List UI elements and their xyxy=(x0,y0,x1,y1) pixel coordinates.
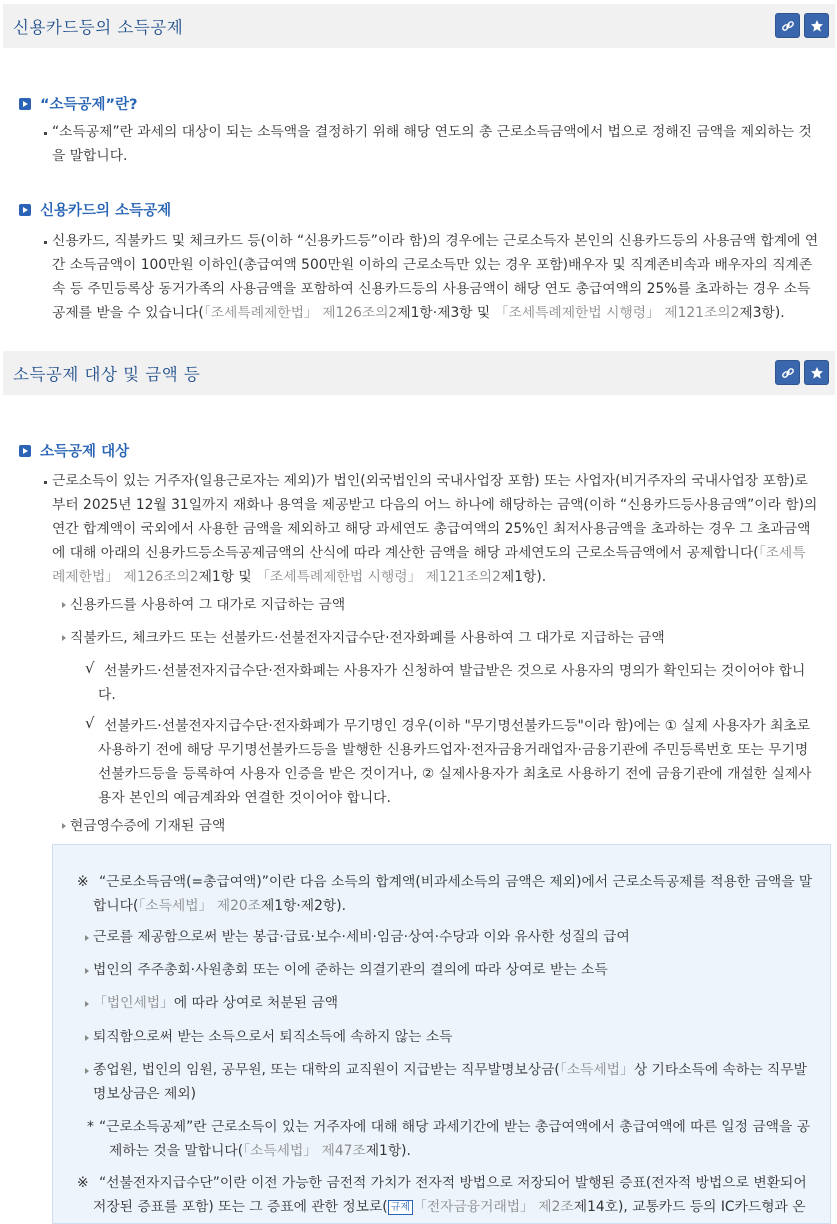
paragraph-deduction-definition xyxy=(52,120,812,168)
list-item: 퇴직함으로써 받는 소득으로서 퇴직소득에 속하지 않는 소득 xyxy=(93,1029,453,1045)
text-line: 속 등 주민등록상 동거가족의 사용금액을 포함하여 신용카드등의 사용금액이 해당 연도 총급여액의 25%를 초과하는 경우 소득 xyxy=(52,281,811,297)
text-line: 명보상금은 제외) xyxy=(93,1086,197,1102)
subheading-label: 신용카드의 소득공제 xyxy=(40,203,172,219)
reference-mark: ※ xyxy=(77,1175,89,1191)
triangle-bullet-icon xyxy=(62,823,66,829)
text-line xyxy=(52,301,818,325)
note-salary-deduction xyxy=(99,1115,810,1163)
text: 합니다( xyxy=(93,898,139,914)
triangle-bullet-icon xyxy=(85,935,89,941)
text-line: “근로소득금액(=총급여액)”이란 다음 소득의 합계액(비과세소득의 금액은 제외)에서 근로소득공제를 적용한 금액을 말 xyxy=(99,874,813,890)
text-line: 다. xyxy=(98,687,116,703)
text: 제1항). xyxy=(365,1143,411,1159)
law-link[interactable]: 「전자금융거래법」 제2조 xyxy=(413,1199,574,1215)
reference-mark: ※ xyxy=(77,874,89,890)
list-item xyxy=(93,1058,807,1106)
text: 에 따라 상여로 처분된 금액 xyxy=(173,995,339,1011)
triangle-bullet-icon xyxy=(62,602,66,608)
law-link[interactable]: 「법인세법」 xyxy=(93,995,174,1011)
check-mark-icon: √ xyxy=(85,714,95,732)
reference-mark: * xyxy=(87,1119,94,1135)
text-line: 용자 본인의 예금계좌와 연결한 것이어야 합니다. xyxy=(98,790,391,806)
bullet-dot-icon xyxy=(44,132,47,135)
text-line: “소득공제”란 과세의 대상이 되는 소득액을 결정하기 위해 해당 연도의 총 근로소득금액에서 법으로 정해진 금액을 제외하는 것 xyxy=(52,124,812,140)
bullet-dot-icon xyxy=(44,481,47,484)
bookmark-button[interactable] xyxy=(804,360,829,385)
star-icon xyxy=(810,366,824,380)
text-line xyxy=(109,1139,810,1163)
text: 공제를 받을 수 있습니다( xyxy=(52,305,204,321)
text-line: “선불전자지급수단”이란 이전 가능한 금전적 가치가 전자적 방법으로 저장되어 발행된 증표(전자적 방법으로 변환되어 xyxy=(99,1175,807,1191)
check-mark-icon: √ xyxy=(85,659,95,677)
text: 제14호), 교통카드 등의 IC카드형과 온 xyxy=(573,1199,806,1215)
text-line: 부터 2025년 12월 31일까지 재화나 용역을 제공받고 다음의 어느 하나에 해당하는 금액(이하 “신용카드등사용금액”이라 함)의 xyxy=(52,497,818,513)
text-line: 근로소득이 있는 거주자(일용근로자는 제외)가 법인(외국법인의 국내사업장 포함) 또는 사업자(비거주자의 국내사업장 포함)로 xyxy=(52,473,808,489)
text: 제3항). xyxy=(739,305,785,321)
text-line xyxy=(93,1058,807,1082)
link-button[interactable] xyxy=(775,13,800,38)
subheading-deduction-target xyxy=(19,440,129,461)
text-line: 을 말합니다. xyxy=(52,148,128,164)
triangle-bullet-icon xyxy=(85,1035,89,1041)
check-note xyxy=(98,714,812,810)
bullet-dot-icon xyxy=(44,241,47,244)
section-title: 신용카드등의 소득공제 xyxy=(13,18,184,37)
star-icon xyxy=(810,19,824,33)
play-bullet-icon xyxy=(19,98,31,110)
section-title: 소득공제 대상 및 금액 등 xyxy=(13,365,201,384)
text: 종업원, 법인의 임원, 공무원, 또는 대학의 교직원이 지급받는 직무발명보상금( xyxy=(93,1062,560,1078)
text-line xyxy=(93,894,812,918)
note-salary-income xyxy=(93,870,813,918)
text-line: 신용카드, 직불카드 및 체크카드 등(이하 “신용카드등”이라 함)의 경우에는 근로소득자 본인의 신용카드등의 사용금액 합계에 연 xyxy=(52,233,819,249)
text-line xyxy=(52,541,817,565)
link-icon xyxy=(781,366,795,380)
list-item: 법인의 주주총회·사원총회 또는 이에 준하는 의결기관의 결의에 따라 상여로 받는 소득 xyxy=(93,962,608,978)
text-line: 사용하기 전에 해당 무기명선불카드등을 발행한 신용카드업자·전자금융거래업자·금융기관에 주민등록번호 또는 무기명 xyxy=(98,742,809,758)
law-link[interactable]: 례제한법」 제126조의2 xyxy=(52,569,199,585)
list-item: 근로를 제공함으로써 받는 봉급·급료·보수·세비·임금·상여·수당과 이와 유사한 성질의 급여 xyxy=(93,929,630,945)
triangle-bullet-icon xyxy=(85,1068,89,1074)
text: 에 대해 아래의 신용카드등소득공제금액의 산식에 따라 계산한 금액을 해당 과세연도의 근로소득금액에서 공제합니다( xyxy=(52,545,759,561)
play-bullet-icon xyxy=(19,204,31,216)
text-line: 연간 합계액이 국외에서 사용한 금액을 제외하고 해당 과세연도 총급여액의 25%인 최저사용금액을 초과하는 경우 그 초과금액 xyxy=(52,521,811,537)
link-icon xyxy=(781,19,795,33)
text: 제1항·제3항 및 xyxy=(397,305,495,321)
text-line: 선불카드·선불전자지급수단·전자화폐가 무기명인 경우(이하 "무기명선불카드등"이라 함)에는 ① 실제 사용자가 최초로 xyxy=(104,718,811,734)
text-line: 선불카드등을 등록하여 사용자 인증을 받은 것이거나, ② 실제사용자가 최초로 사용하기 전에 금융기관에 개설한 실제사 xyxy=(98,766,812,782)
list-item xyxy=(93,991,338,1015)
subheading-credit-card-deduction xyxy=(19,199,171,220)
text-line: 간 소득금액이 100만원 이하인(총급여액 500만원 이하의 근로소득만 있는 경우 포함)배우자 및 직계존비속과 배우자의 직계존 xyxy=(52,257,813,273)
text-line: “근로소득공제”란 근로소득이 있는 거주자에 대해 해당 과세기간에 받는 총급여액에서 총급여액에 따른 일정 금액을 공 xyxy=(99,1119,811,1135)
law-link[interactable]: 「조세특례제한법」 제126조의2 xyxy=(203,305,398,321)
text-line: 선불카드·선불전자지급수단·전자화폐는 사용자가 신청하여 발급받은 것으로 사용자의 명의가 확인되는 것이어야 합니 xyxy=(104,663,806,679)
bookmark-button[interactable] xyxy=(804,13,829,38)
text: 제하는 것을 말합니다( xyxy=(109,1143,244,1159)
link-button[interactable] xyxy=(775,360,800,385)
list-item: 현금영수증에 기재된 금액 xyxy=(70,818,226,834)
list-item: 신용카드를 사용하여 그 대가로 지급하는 금액 xyxy=(70,597,346,613)
law-link[interactable]: 「조세특례제한법 시행령」 제121조의2 xyxy=(494,305,740,321)
play-bullet-icon xyxy=(19,445,31,457)
regulation-tag[interactable]: 규제 xyxy=(388,1200,413,1215)
list-item: 직불카드, 체크카드 또는 선불카드·선불전자지급수단·전자화폐를 사용하여 그 대가로 지급하는 금액 xyxy=(70,630,665,646)
law-link[interactable]: 「소득세법」 제20조 xyxy=(138,898,261,914)
paragraph-credit-card-deduction xyxy=(52,229,818,325)
check-note xyxy=(98,659,806,707)
law-link[interactable]: 「조세특례제한법 시행령」 제121조의2 xyxy=(256,569,501,585)
law-link[interactable]: 「조세특 xyxy=(758,545,806,561)
law-link[interactable]: 「소득세법」 제47조 xyxy=(243,1143,366,1159)
text-line xyxy=(93,1195,807,1219)
text: 제1항 및 xyxy=(198,569,257,585)
text: 제1항). xyxy=(500,569,547,585)
text: 제1항·제2항). xyxy=(260,898,347,914)
note-prepaid-means xyxy=(93,1171,807,1219)
subheading-label: “소득공제”란? xyxy=(40,97,138,113)
text-line xyxy=(52,565,817,589)
triangle-bullet-icon xyxy=(85,968,89,974)
paragraph-deduction-target xyxy=(52,469,817,589)
note-box xyxy=(52,844,831,1224)
section-header-deduction-target xyxy=(3,351,835,395)
triangle-bullet-icon xyxy=(62,635,66,641)
subheading-what-is-deduction xyxy=(19,93,138,114)
text: 상 기타소득에 속하는 직무발 xyxy=(633,1062,807,1078)
triangle-bullet-icon xyxy=(85,1001,89,1007)
subheading-label: 소득공제 대상 xyxy=(40,444,130,460)
law-link[interactable]: 「소득세법」 xyxy=(559,1062,634,1078)
text: 저장된 증표를 포함) 또는 그 증표에 관한 정보로( xyxy=(93,1199,388,1215)
section-header-credit-card-deduction xyxy=(3,4,835,48)
